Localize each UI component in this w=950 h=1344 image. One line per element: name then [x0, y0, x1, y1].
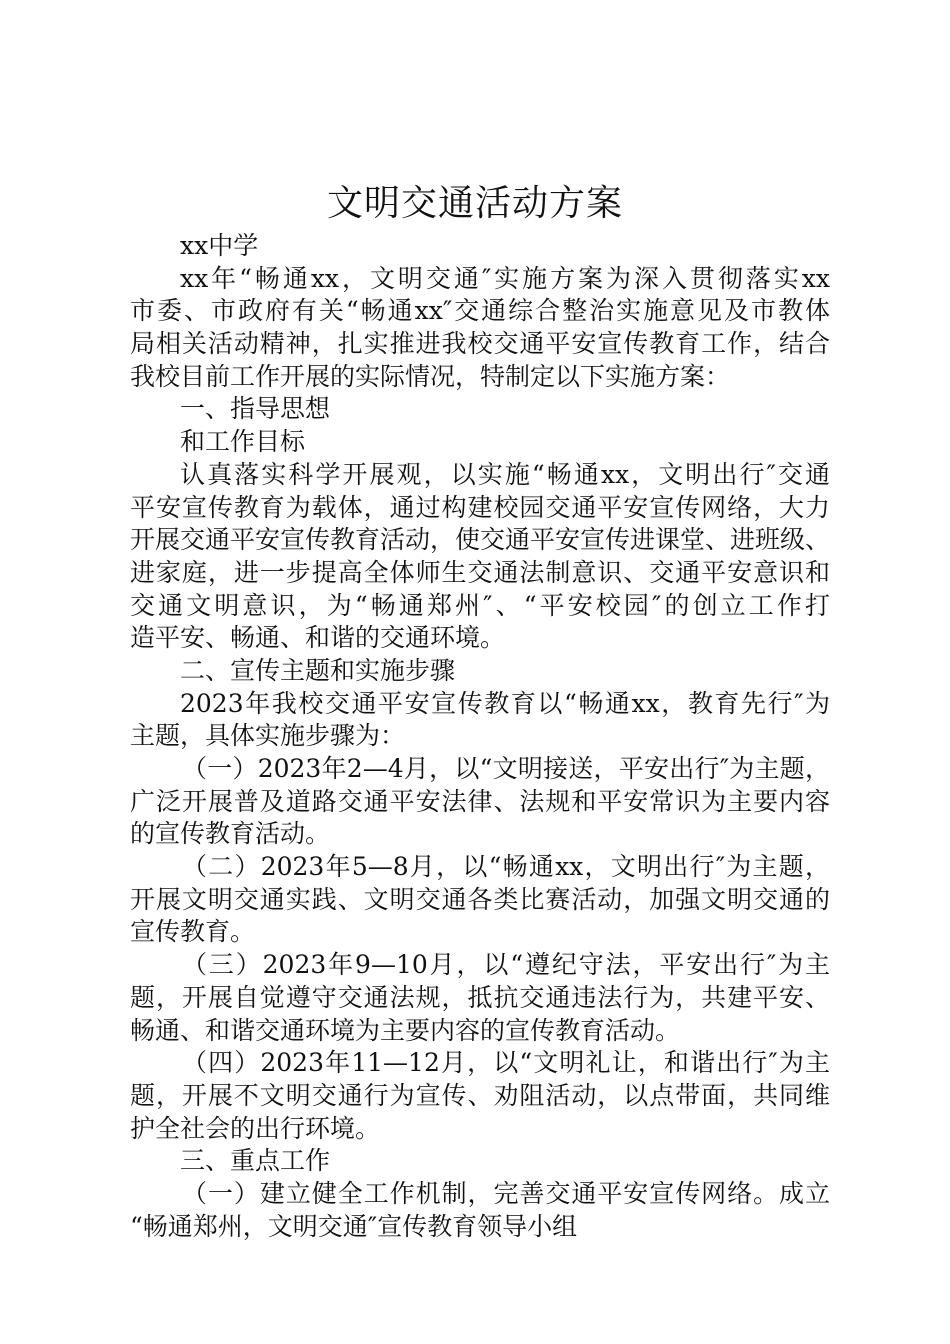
paragraph-line: 认真落实科学开展观，以实施“畅通xx，文明出行″交通 — [180, 459, 830, 489]
paragraph-line: 我校目前工作开展的实际情况，特制定以下实施方案： — [130, 361, 731, 391]
paragraph-line: （四）2023年11—12月，以“文明礼让，和谐出行″为主 — [182, 1048, 830, 1078]
document-title: 文明交通活动方案 — [326, 183, 623, 224]
paragraph-line: 进家庭，进一步提高全体师生交通法制意识、交通平安意识和 — [130, 557, 830, 587]
paragraph-line: xx年“畅通xx，文明交通″实施方案为深入贯彻落实xx — [180, 263, 830, 293]
paragraph-line: 2023年我校交通平安宣传教育以“畅通xx，教育先行″为 — [180, 688, 830, 718]
paragraph-line: （三）2023年9—10月，以“遵纪守法，平安出行″为主 — [182, 950, 830, 980]
paragraph-line: “畅通郑州，文明交通″宣传教育领导小组 — [130, 1211, 578, 1241]
paragraph-line: 平安宣传教育为载体，通过构建校园交通平安宣传网络，大力 — [130, 492, 830, 522]
section-heading: 和工作目标 — [180, 427, 306, 457]
paragraph-line: 宣传教育。 — [130, 917, 256, 947]
paragraph-line: 题，开展不文明交通行为宣传、劝阻活动，以点带面，共同维 — [130, 1080, 830, 1110]
paragraph-line: 畅通、和谐交通环境为主要内容的宣传教育活动。 — [130, 1015, 681, 1045]
section-heading: 一、指导思想 — [180, 394, 331, 424]
paragraph-line: 广泛开展普及道路交通平安法律、法规和平安常识为主要内容 — [130, 786, 830, 816]
document-body — [130, 230, 830, 1243]
paragraph-line: 护全社会的出行环境。 — [130, 1113, 381, 1143]
paragraph-line: （二）2023年5—8月，以“畅通xx，文明出行″为主题， — [182, 852, 830, 882]
paragraph-line: 交通文明意识，为“畅通郑州″、“平安校园″的创立工作打 — [130, 590, 830, 620]
paragraph-line: 题，开展自觉遵守交通法规，抵抗交通违法行为，共建平安、 — [130, 982, 830, 1012]
paragraph-line: （一）2023年2—4月，以“文明接送，平安出行″为主题， — [182, 754, 830, 783]
paragraph-line: 的宣传教育活动。 — [130, 819, 331, 849]
paragraph-line: （一）建立健全工作机制，完善交通平安宣传网络。成立 — [182, 1178, 830, 1208]
paragraph-line: 造平安、畅通、和谐的交通环境。 — [130, 623, 506, 653]
paragraph-line: 市委、市政府有关“畅通xx″交通综合整治实施意见及市教体 — [130, 296, 830, 326]
paragraph-line: 开展文明交通实践、文明交通各类比赛活动，加强文明交通的 — [130, 884, 830, 914]
section-heading: 二、宣传主题和实施步骤 — [180, 655, 456, 685]
paragraph-line: 局相关活动精神，扎实推进我校交通平安宣传教育工作，结合 — [130, 329, 830, 359]
section-heading: 三、重点工作 — [180, 1146, 331, 1176]
paragraph-line: 开展交通平安宣传教育活动，使交通平安宣传进课堂、进班级、 — [130, 525, 831, 555]
school-name-line: xx中学 — [180, 231, 259, 260]
paragraph-line: 主题，具体实施步骤为： — [130, 721, 406, 751]
